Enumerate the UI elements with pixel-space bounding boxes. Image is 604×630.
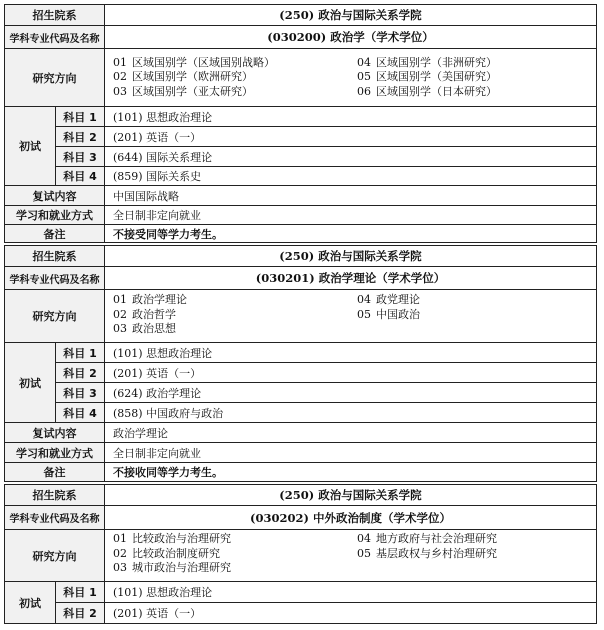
subject-label: 科目 2	[55, 362, 105, 383]
study-mode-label: 学习和就业方式	[4, 442, 105, 463]
program-block	[4, 4, 597, 243]
notes-value: 不接受同等学力考生。	[104, 224, 597, 243]
school-label: 招生院系	[4, 484, 105, 506]
subject-label: 科目 4	[55, 402, 105, 423]
subject-label: 科目 3	[55, 146, 105, 167]
major-label: 学科专业代码及名称	[4, 266, 105, 290]
direction-item: 04 政党理论	[357, 293, 420, 306]
subject-value: (201) 英语（一）	[104, 126, 597, 147]
direction-item: 02 政治哲学	[113, 307, 176, 321]
initial-exam-label: 初试	[4, 106, 56, 186]
direction-item: 03 城市政治与治理研究	[113, 561, 231, 574]
direction-item: 01 比较政治与治理研究	[113, 532, 231, 545]
school-label: 招生院系	[4, 245, 105, 267]
subject-label: 科目 1	[55, 342, 105, 363]
subject-value: (624) 政治学理论	[104, 382, 597, 403]
direction-item: 02 比较政治制度研究	[113, 546, 220, 560]
retest-label: 复试内容	[4, 185, 105, 206]
subject-value: (201) 英语（一）	[104, 362, 597, 383]
school-label: 招生院系	[4, 4, 105, 26]
initial-exam-label: 初试	[4, 581, 56, 624]
major-label: 学科专业代码及名称	[4, 505, 105, 530]
major-value: (030200) 政治学（学术学位）	[104, 25, 597, 49]
direction-item: 01 区域国别学（区域国别战略）	[113, 55, 275, 69]
notes-label: 备注	[4, 224, 105, 243]
major-value: (030202) 中外政治制度（学术学位）	[104, 505, 597, 530]
direction-item: 01 政治学理论	[113, 293, 187, 306]
direction-item: 05 中国政治	[357, 307, 420, 321]
program-block	[4, 484, 597, 624]
subject-label: 科目 3	[55, 382, 105, 403]
notes-label: 备注	[4, 462, 105, 482]
subject-value: (101) 思想政治理论	[104, 342, 597, 363]
subject-label: 科目 1	[55, 106, 105, 127]
direction-item: 03 政治思想	[113, 322, 176, 335]
subject-value: (101) 思想政治理论	[104, 581, 597, 603]
school-value: (250) 政治与国际关系学院	[104, 245, 597, 267]
subject-label: 科目 2	[55, 602, 105, 624]
subject-value: (644) 国际关系理论	[104, 146, 597, 167]
subject-value: (859) 国际关系史	[104, 166, 597, 186]
initial-exam-label: 初试	[4, 342, 56, 423]
subject-label: 科目 4	[55, 166, 105, 186]
retest-value: 政治学理论	[104, 422, 597, 443]
study-mode-value: 全日制非定向就业	[104, 442, 597, 463]
direction-item: 02 区域国别学（欧洲研究）	[113, 70, 253, 84]
school-value: (250) 政治与国际关系学院	[104, 484, 597, 506]
major-value: (030201) 政治学理论（学术学位）	[104, 266, 597, 290]
direction-item: 05 区域国别学（美国研究）	[357, 70, 497, 84]
direction-label: 研究方向	[4, 48, 105, 107]
direction-list	[104, 48, 597, 107]
retest-value: 中国国际战略	[104, 185, 597, 206]
direction-item: 06 区域国别学（日本研究）	[357, 84, 497, 98]
direction-label: 研究方向	[4, 289, 105, 343]
direction-list	[104, 529, 597, 582]
subject-label: 科目 2	[55, 126, 105, 147]
direction-list	[104, 289, 597, 343]
school-value: (250) 政治与国际关系学院	[104, 4, 597, 26]
direction-item: 05 基层政权与乡村治理研究	[357, 546, 497, 560]
subject-value: (101) 思想政治理论	[104, 106, 597, 127]
direction-label: 研究方向	[4, 529, 105, 582]
retest-label: 复试内容	[4, 422, 105, 443]
program-block	[4, 245, 597, 482]
direction-item: 04 地方政府与社会治理研究	[357, 532, 497, 545]
direction-item: 04 区域国别学（非洲研究）	[357, 55, 497, 69]
subject-value: (858) 中国政府与政治	[104, 402, 597, 423]
subject-value: (201) 英语（一）	[104, 602, 597, 624]
direction-item: 03 区域国别学（亚太研究）	[113, 84, 253, 98]
notes-value: 不接收同等学力考生。	[104, 462, 597, 482]
major-label: 学科专业代码及名称	[4, 25, 105, 49]
study-mode-value: 全日制非定向就业	[104, 205, 597, 225]
study-mode-label: 学习和就业方式	[4, 205, 105, 225]
subject-label: 科目 1	[55, 581, 105, 603]
